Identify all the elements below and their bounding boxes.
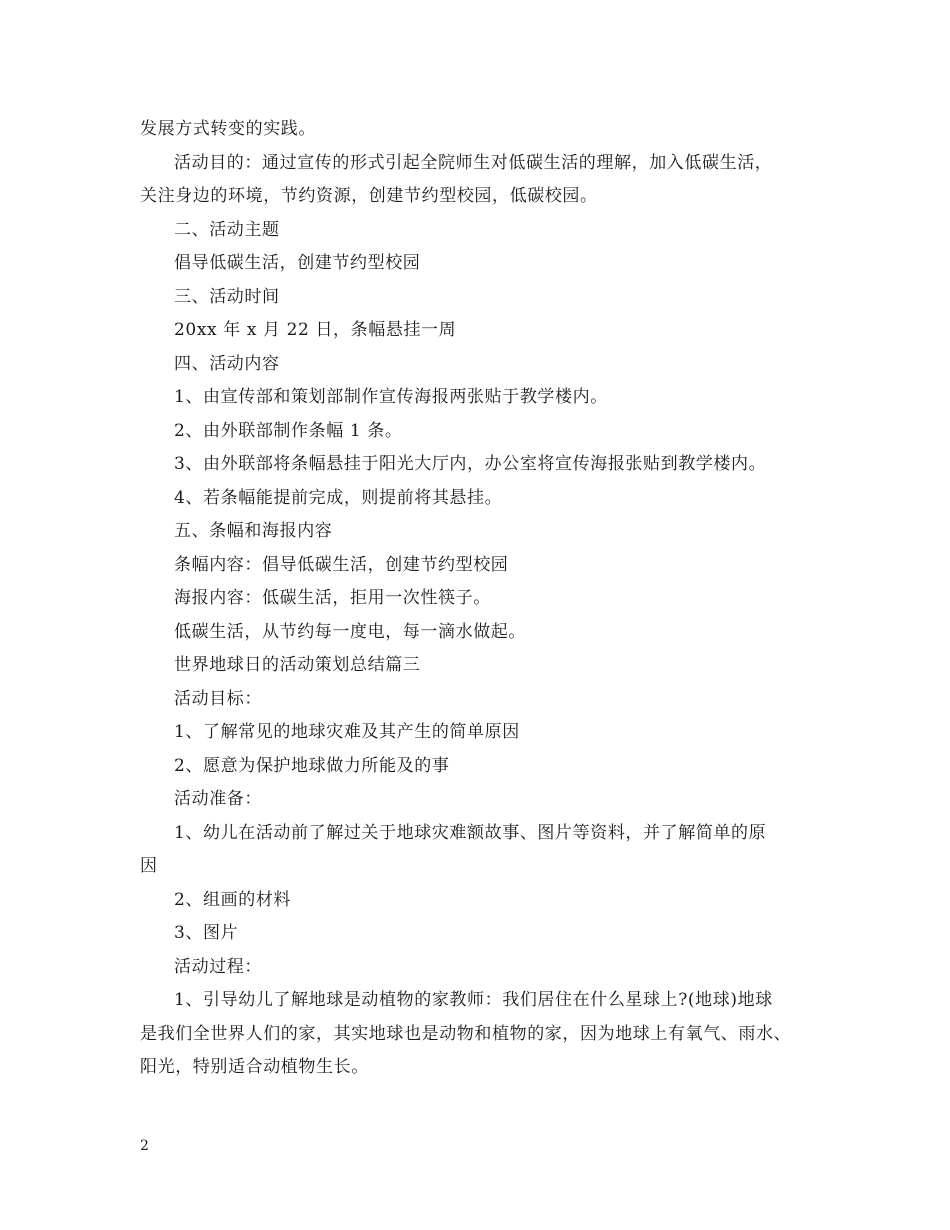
page-number: 2 <box>140 1138 149 1154</box>
section-heading: 四、活动内容 <box>174 353 280 374</box>
text-line: 低碳生活，从节约每一度电，每一滴水做起。 <box>174 621 526 642</box>
section-heading: 活动准备： <box>174 789 262 809</box>
list-item: 1、幼儿在活动前了解过关于地球灾难额故事、图片等资料，并了解简单的原 <box>174 822 767 843</box>
text-line: 发展方式转变的实践。 <box>140 119 316 139</box>
section-heading: 三、活动时间 <box>174 286 280 307</box>
text-line: 条幅内容：倡导低碳生活，创建节约型校园 <box>174 554 509 575</box>
text-line: 关注身边的环境，节约资源，创建节约型校园，低碳校园。 <box>140 186 598 206</box>
text-line: 倡导低碳生活，创建节约型校园 <box>174 253 421 273</box>
list-item: 2、由外联部制作条幅 1 条。 <box>174 420 403 441</box>
list-item: 3、由外联部将条幅悬挂于阳光大厅内，办公室将宣传海报张贴到教学楼内。 <box>174 454 767 474</box>
text-line: 因 <box>140 856 158 876</box>
section-heading: 二、活动主题 <box>174 219 280 240</box>
list-item: 3、图片 <box>174 923 239 943</box>
text-line: 阳光，特别适合动植物生长。 <box>140 1057 369 1077</box>
section-heading: 五、条幅和海报内容 <box>174 521 333 541</box>
document-body <box>140 113 840 1085</box>
list-item: 2、愿意为保护地球做力所能及的事 <box>174 755 450 776</box>
section-heading: 活动过程： <box>174 956 262 977</box>
text-line: 活动目的：通过宣传的形式引起全院师生对低碳生活的理解，加入低碳生活， <box>174 152 773 173</box>
list-item: 1、引导幼儿了解地球是动植物的家教师：我们居住在什么星球上?(地球)地球 <box>174 990 773 1010</box>
list-item: 2、组画的材料 <box>174 889 292 910</box>
list-item: 4、若条幅能提前完成，则提前将其悬挂。 <box>174 487 503 508</box>
section-title: 世界地球日的活动策划总结篇三 <box>174 655 421 675</box>
list-item: 1、了解常见的地球灾难及其产生的简单原因 <box>174 722 520 742</box>
list-item: 1、由宣传部和策划部制作宣传海报两张贴于教学楼内。 <box>174 387 608 407</box>
text-line: 20xx 年 x 月 22 日，条幅悬挂一周 <box>174 320 457 340</box>
section-heading: 活动目标： <box>174 688 262 709</box>
text-line: 是我们全世界人们的家，其实地球也是动物和植物的家，因为地球上有氧气、雨水、 <box>140 1023 792 1044</box>
text-line: 海报内容：低碳生活，拒用一次性筷子。 <box>174 588 491 608</box>
